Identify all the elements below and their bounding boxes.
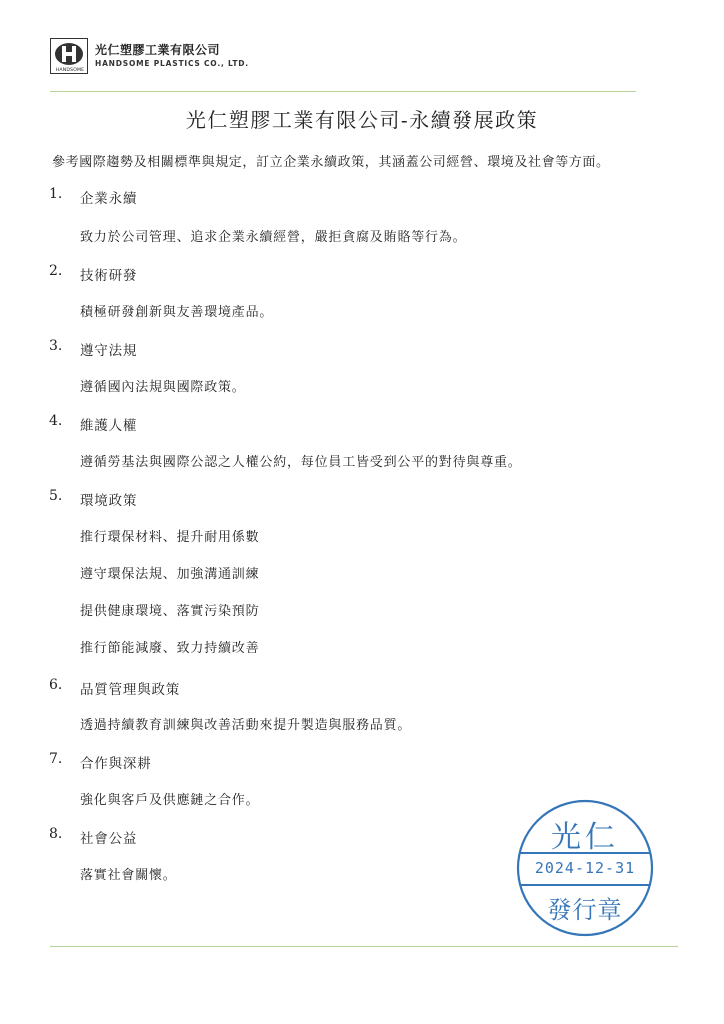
stamp-date: 2024-12-31 <box>534 859 636 877</box>
section-text: 提供健康環境、落實污染預防 <box>80 604 260 619</box>
section-number: 2. <box>49 263 63 279</box>
section-heading: 環境政策 <box>80 493 138 509</box>
section-text: 積極研發創新與友善環境產品。 <box>80 305 274 320</box>
section-number: 8. <box>49 826 63 842</box>
issue-stamp <box>515 798 655 938</box>
section-heading: 品質管理與政策 <box>80 682 181 698</box>
section-text: 遵循勞基法與國際公認之人權公約，每位員工皆受到公平的對待與尊重。 <box>80 455 522 470</box>
section-heading: 企業永續 <box>80 191 138 207</box>
logo-h-icon <box>53 41 85 67</box>
header-divider <box>50 91 636 92</box>
section-text: 透過持續教育訓練與改善活動來提升製造與服務品質。 <box>80 718 412 733</box>
section-heading: 社會公益 <box>80 831 138 847</box>
section-heading: 合作與深耕 <box>80 756 152 772</box>
footer-divider <box>50 946 678 947</box>
section-heading: 遵守法規 <box>80 343 138 359</box>
section-text: 強化與客戶及供應鏈之合作。 <box>80 793 260 808</box>
intro-paragraph: 參考國際趨勢及相關標準與規定，訂立企業永續政策，其涵蓋公司經營、環境及社會等方面。 <box>52 155 610 170</box>
document-title: 光仁塑膠工業有限公司-永續發展政策 <box>185 108 539 132</box>
section-number: 3. <box>49 338 63 354</box>
section-text: 推行環保材料、提升耐用係數 <box>80 530 260 545</box>
section-text: 落實社會關懷。 <box>80 868 177 883</box>
section-text: 遵循國內法規與國際政策。 <box>80 380 246 395</box>
company-logo <box>50 38 88 74</box>
section-heading: 維護人權 <box>80 418 138 434</box>
stamp-name: 光仁 <box>551 820 619 855</box>
section-text: 致力於公司管理、追求企業永續經營，嚴拒貪腐及賄賂等行為。 <box>80 230 467 245</box>
section-number: 1. <box>49 186 63 202</box>
logo-word: HANDSOME <box>55 68 85 73</box>
section-number: 6. <box>49 677 63 693</box>
section-number: 7. <box>49 751 63 767</box>
section-number: 4. <box>49 413 63 429</box>
company-name-en: HANDSOME PLASTICS CO., LTD. <box>95 59 249 68</box>
stamp-label: 發行章 <box>547 896 623 924</box>
section-text: 遵守環保法規、加強溝通訓練 <box>80 567 260 582</box>
section-number: 5. <box>49 488 63 504</box>
section-heading: 技術研發 <box>80 268 138 284</box>
section-text: 推行節能減廢、致力持續改善 <box>80 641 260 656</box>
company-name-cn: 光仁塑膠工業有限公司 <box>95 43 221 57</box>
